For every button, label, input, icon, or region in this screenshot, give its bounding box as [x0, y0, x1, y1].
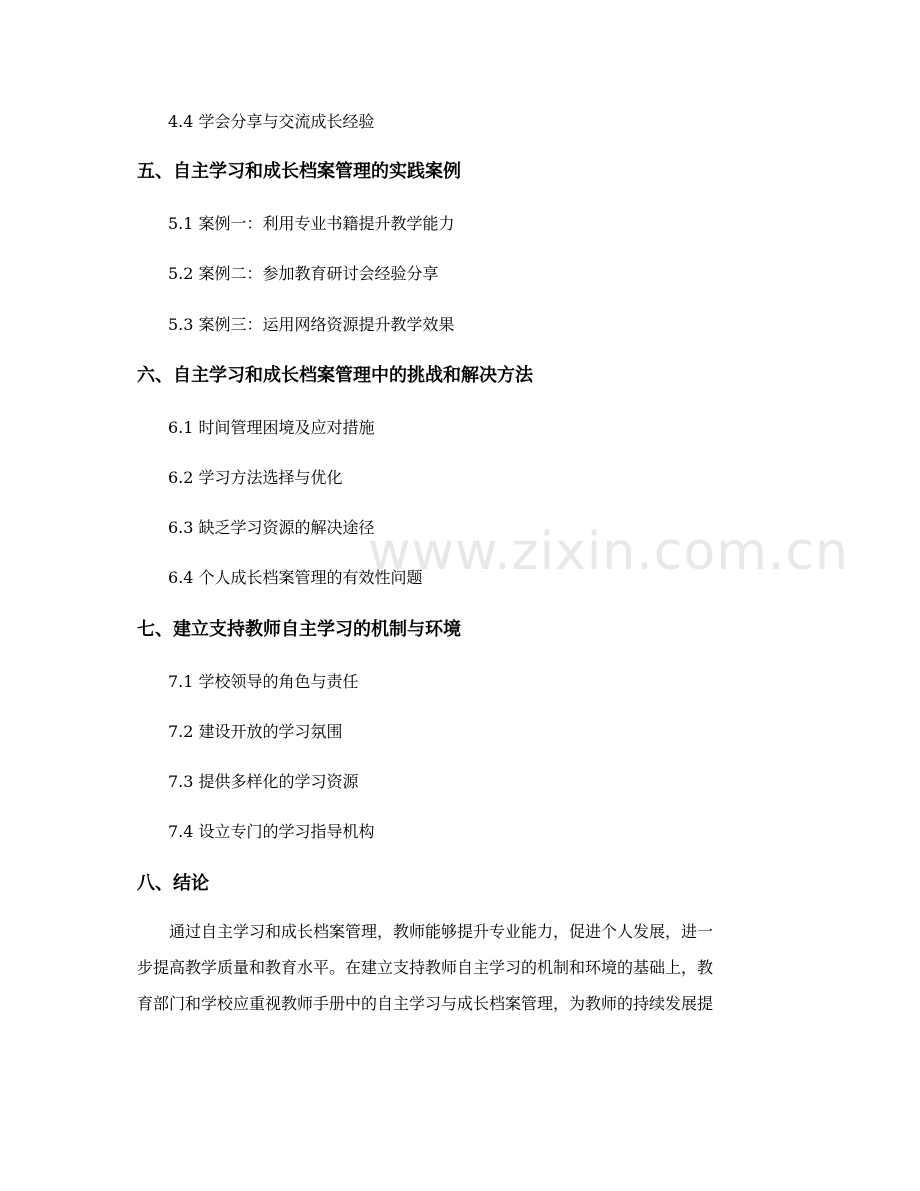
conclusion-line-1: 通过自主学习和成长档案管理，教师能够提升专业能力，促进个人发展，进一	[169, 922, 714, 941]
section-7-heading: 七、建立支持教师自主学习的机制与环境	[137, 619, 461, 640]
subsection-6-4: 6.4 个人成长档案管理的有效性问题	[168, 568, 423, 587]
section-8-heading: 八、结论	[137, 873, 209, 894]
subsection-5-3: 5.3 案例三：运用网络资源提升教学效果	[168, 315, 455, 334]
subsection-7-3: 7.3 提供多样化的学习资源	[168, 772, 359, 791]
section-5-heading: 五、自主学习和成长档案管理的实践案例	[137, 161, 461, 182]
conclusion-line-2: 步提高教学质量和教育水平。在建立支持教师自主学习的机制和环境的基础上，教	[137, 958, 714, 977]
subsection-6-1: 6.1 时间管理困境及应对措施	[168, 418, 375, 437]
subsection-4-4: 4.4 学会分享与交流成长经验	[168, 112, 375, 131]
subsection-7-1: 7.1 学校领导的角色与责任	[168, 672, 359, 691]
subsection-5-2: 5.2 案例二：参加教育研讨会经验分享	[168, 264, 439, 283]
subsection-5-1: 5.1 案例一：利用专业书籍提升教学能力	[168, 214, 455, 233]
subsection-7-2: 7.2 建设开放的学习氛围	[168, 722, 343, 741]
subsection-6-3: 6.3 缺乏学习资源的解决途径	[168, 518, 375, 537]
section-6-heading: 六、自主学习和成长档案管理中的挑战和解决方法	[137, 365, 533, 386]
subsection-6-2: 6.2 学习方法选择与优化	[168, 468, 343, 487]
watermark: www.zixin.com.cn	[368, 522, 849, 582]
subsection-7-4: 7.4 设立专门的学习指导机构	[168, 822, 375, 841]
conclusion-paragraph	[137, 914, 783, 1022]
conclusion-line-3: 育部门和学校应重视教师手册中的自主学习与成长档案管理，为教师的持续发展提	[137, 994, 714, 1013]
